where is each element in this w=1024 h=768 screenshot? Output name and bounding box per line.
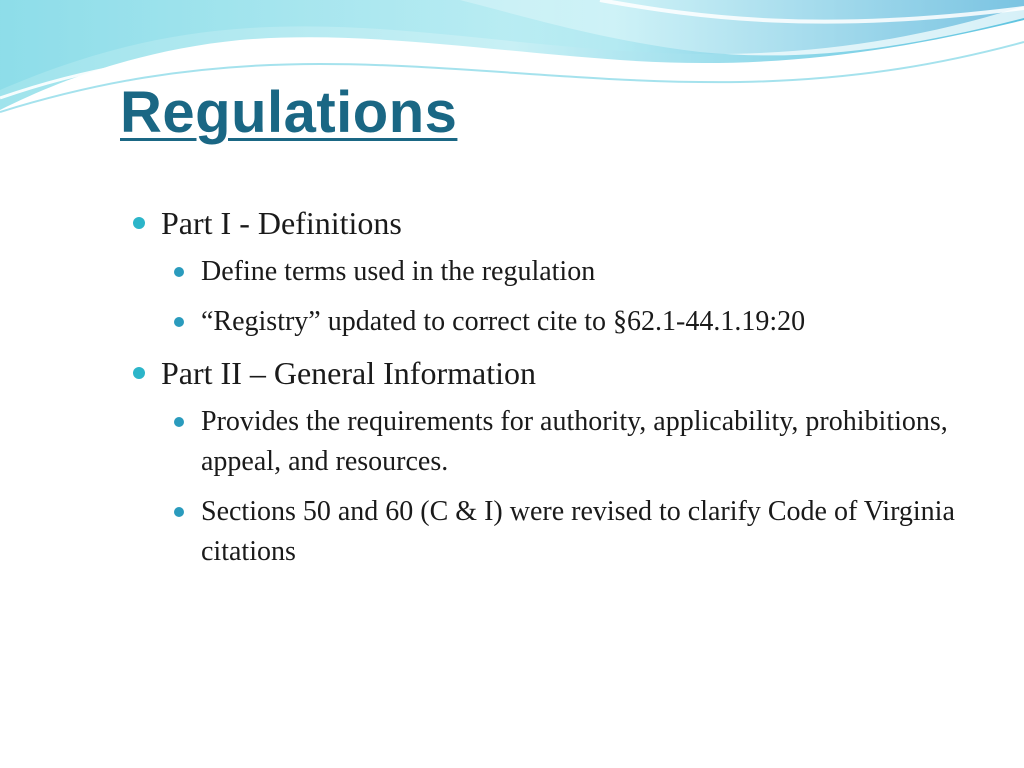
sub-bullet-item [173,492,992,572]
bullet-dot-icon [174,417,184,427]
bullet-text: Part II – General Information [161,355,536,391]
sub-bullet-text: Provides the requirements for authority, applicability, prohibitions, appeal, and resources. [201,406,948,477]
sub-bullet-text: Sections 50 and 60 (C & I) were revised to clarify Code of Virginia citations [201,496,955,567]
sub-bullet-item [173,402,992,482]
bullet-list [132,202,992,582]
bullet-dot-icon [174,267,184,277]
bullet-item-part-1 [132,202,992,244]
bullet-dot-icon [174,507,184,517]
sub-bullet-text: Define terms used in the regulation [201,256,596,287]
bullet-dot-icon [133,367,145,379]
sub-bullet-item [173,302,992,342]
sub-bullet-text: “Registry” updated to correct cite to §62.1-44.1.19:20 [201,306,806,337]
slide-title: Regulations [120,80,458,145]
bullet-dot-icon [174,317,184,327]
bullet-item-part-2 [132,352,992,394]
bullet-dot-icon [133,217,145,229]
sub-bullet-item [173,252,992,292]
bullet-text: Part I - Definitions [161,205,402,241]
